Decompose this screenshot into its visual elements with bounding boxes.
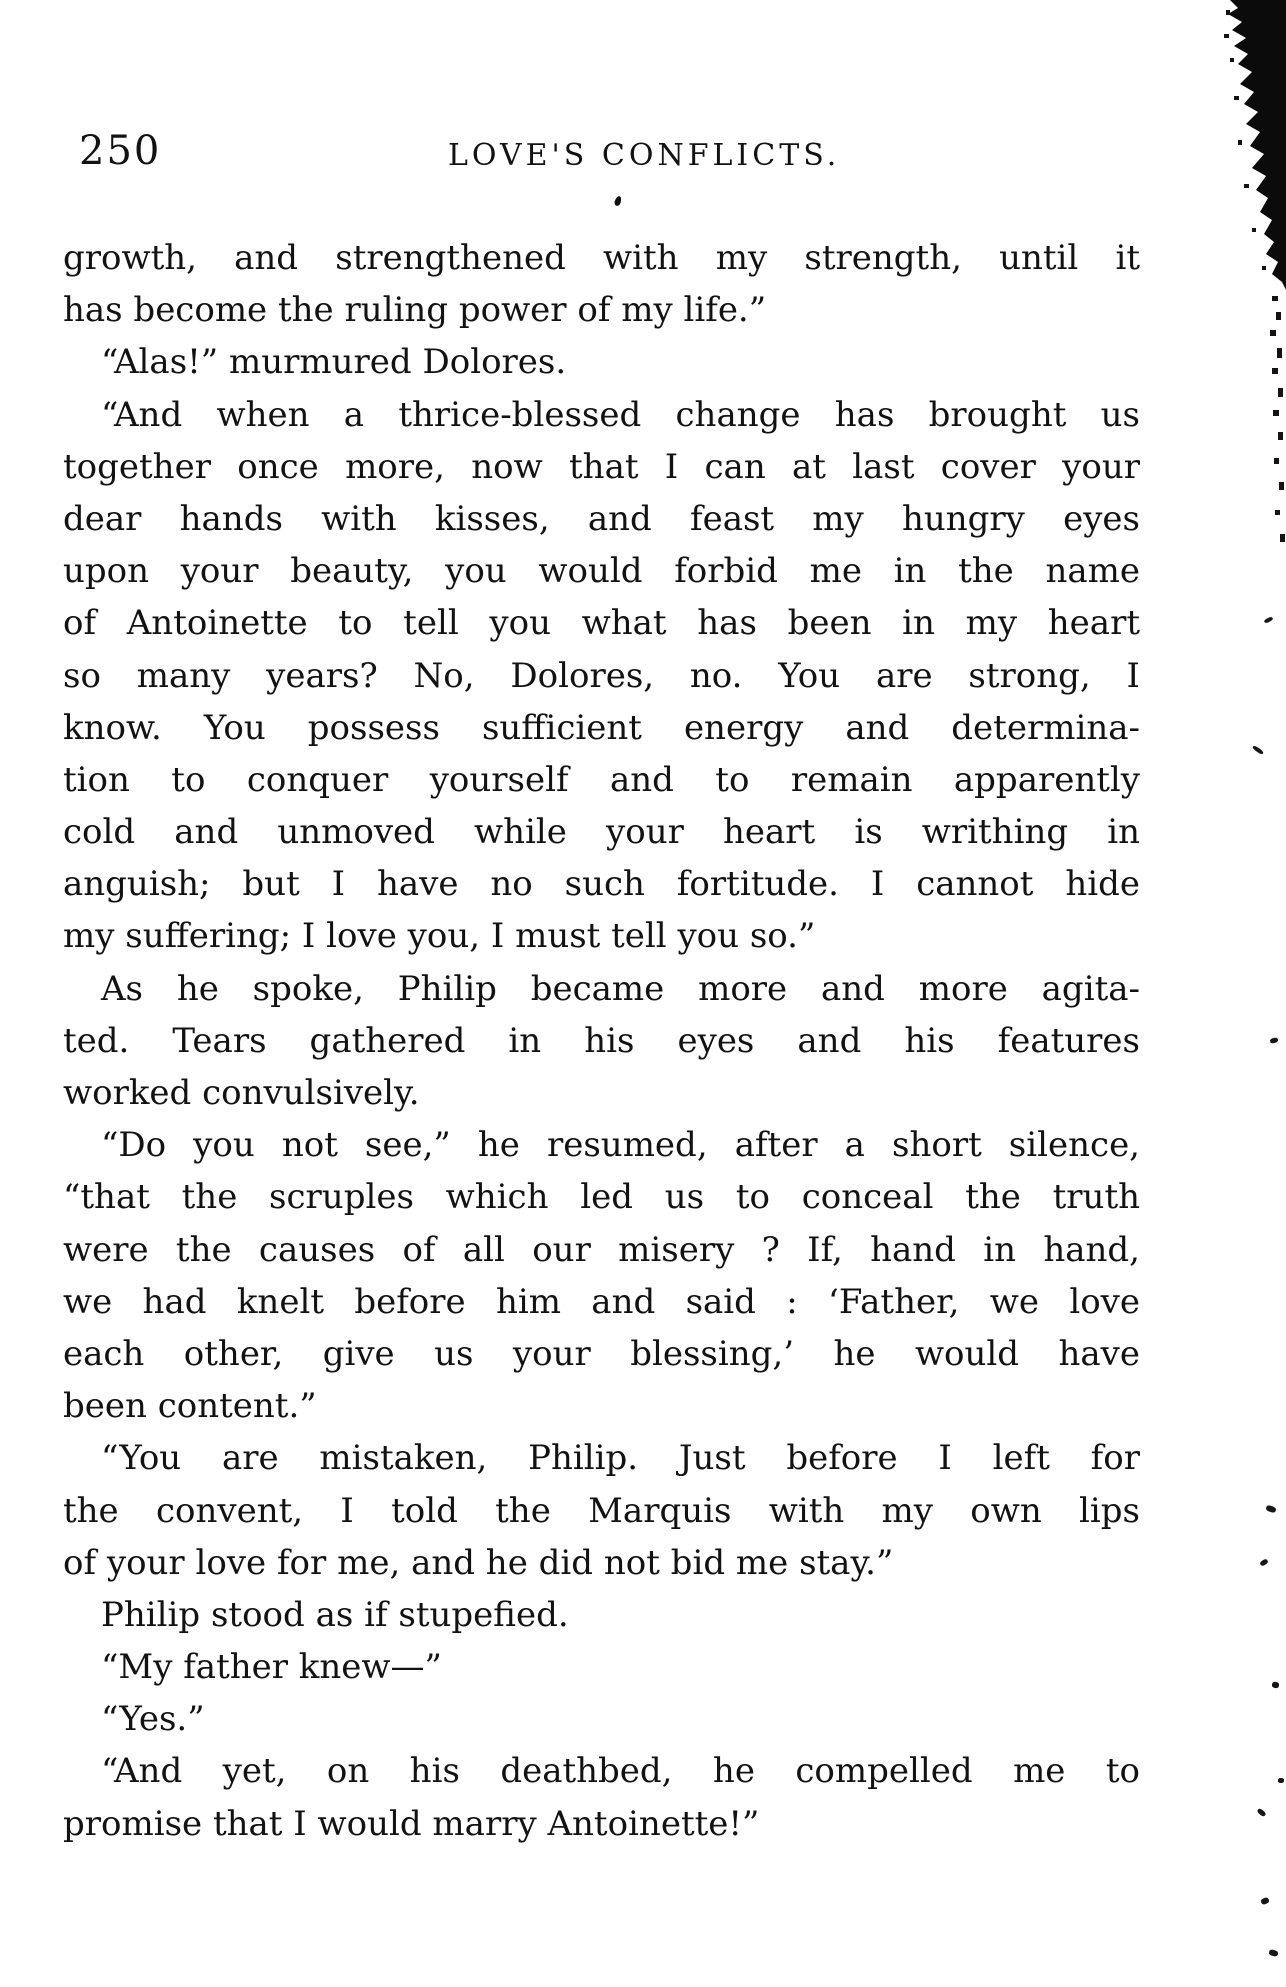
scan-speck	[1268, 1949, 1278, 1957]
text-line: “Yes.”	[101, 1699, 205, 1740]
scan-edge-blob	[1222, 0, 1286, 560]
page-number: 250	[79, 128, 162, 174]
text-line: growth, and strengthened with my strength, until it	[63, 238, 1140, 278]
text-line: “Do you not see,” he resumed, after a short silence,	[101, 1125, 1140, 1166]
text-line: each other, give us your blessing,’ he would have	[63, 1333, 1140, 1374]
scan-speck	[1265, 1504, 1276, 1513]
running-title: LOVE'S CONFLICTS.	[448, 138, 841, 173]
scan-speck	[1278, 1778, 1284, 1783]
scan-speck	[1269, 1037, 1278, 1044]
text-line: my suffering; I love you, I must tell you so.”	[63, 916, 816, 957]
text-line: cold and unmoved while your heart is writhing in	[63, 812, 1140, 853]
text-line: ted. Tears gathered in his eyes and his features	[63, 1020, 1140, 1061]
page-text	[63, 232, 1140, 1850]
text-line: together once more, now that I can at last cover your	[63, 446, 1140, 487]
scan-speck	[1259, 1558, 1268, 1566]
text-line: been content.”	[63, 1386, 317, 1427]
text-line: “My father knew—”	[101, 1647, 442, 1688]
text-line: Philip stood as if stupefied.	[101, 1594, 569, 1635]
text-line: were the causes of all our misery ? If, hand in hand,	[63, 1229, 1140, 1270]
scan-speck	[1256, 1808, 1266, 1818]
text-line: “Alas!” murmured Dolores.	[101, 342, 567, 383]
text-line: promise that I would marry Antoinette!”	[63, 1803, 760, 1844]
text-line: so many years? No, Dolores, no. You are strong, I	[63, 655, 1140, 696]
text-line: the convent, I told the Marquis with my own lips	[63, 1490, 1140, 1531]
text-line: dear hands with kisses, and feast my hungry eyes	[63, 498, 1140, 539]
scan-speck	[1252, 745, 1264, 755]
text-line: “And when a thrice-blessed change has brought us	[101, 394, 1140, 435]
text-line: anguish; but I have no such fortitude. I cannot hide	[63, 864, 1140, 905]
text-line: worked convulsively.	[63, 1073, 420, 1113]
scan-speck	[1260, 1897, 1270, 1905]
text-line: As he spoke, Philip became more and more agita-	[101, 968, 1140, 1009]
text-line: of your love for me, and he did not bid me stay.”	[63, 1542, 894, 1583]
text-line: “You are mistaken, Philip. Just before I left for	[101, 1438, 1140, 1479]
ink-speck	[614, 195, 623, 206]
text-line: “that the scruples which led us to conceal the truth	[63, 1177, 1140, 1218]
text-line: upon your beauty, you would forbid me in the name	[63, 551, 1140, 592]
text-line: know. You possess sufficient energy and determina-	[63, 707, 1140, 748]
scan-speck	[1272, 1681, 1280, 1688]
text-line: “And yet, on his deathbed, he compelled me to	[101, 1751, 1140, 1792]
text-line: has become the ruling power of my life.”	[63, 290, 767, 331]
text-line: we had knelt before him and said : ‘Father, we love	[63, 1281, 1140, 1322]
text-line: of Antoinette to tell you what has been in my heart	[63, 603, 1140, 644]
text-line: tion to conquer yourself and to remain apparently	[63, 759, 1140, 800]
scan-speck	[1264, 616, 1274, 623]
